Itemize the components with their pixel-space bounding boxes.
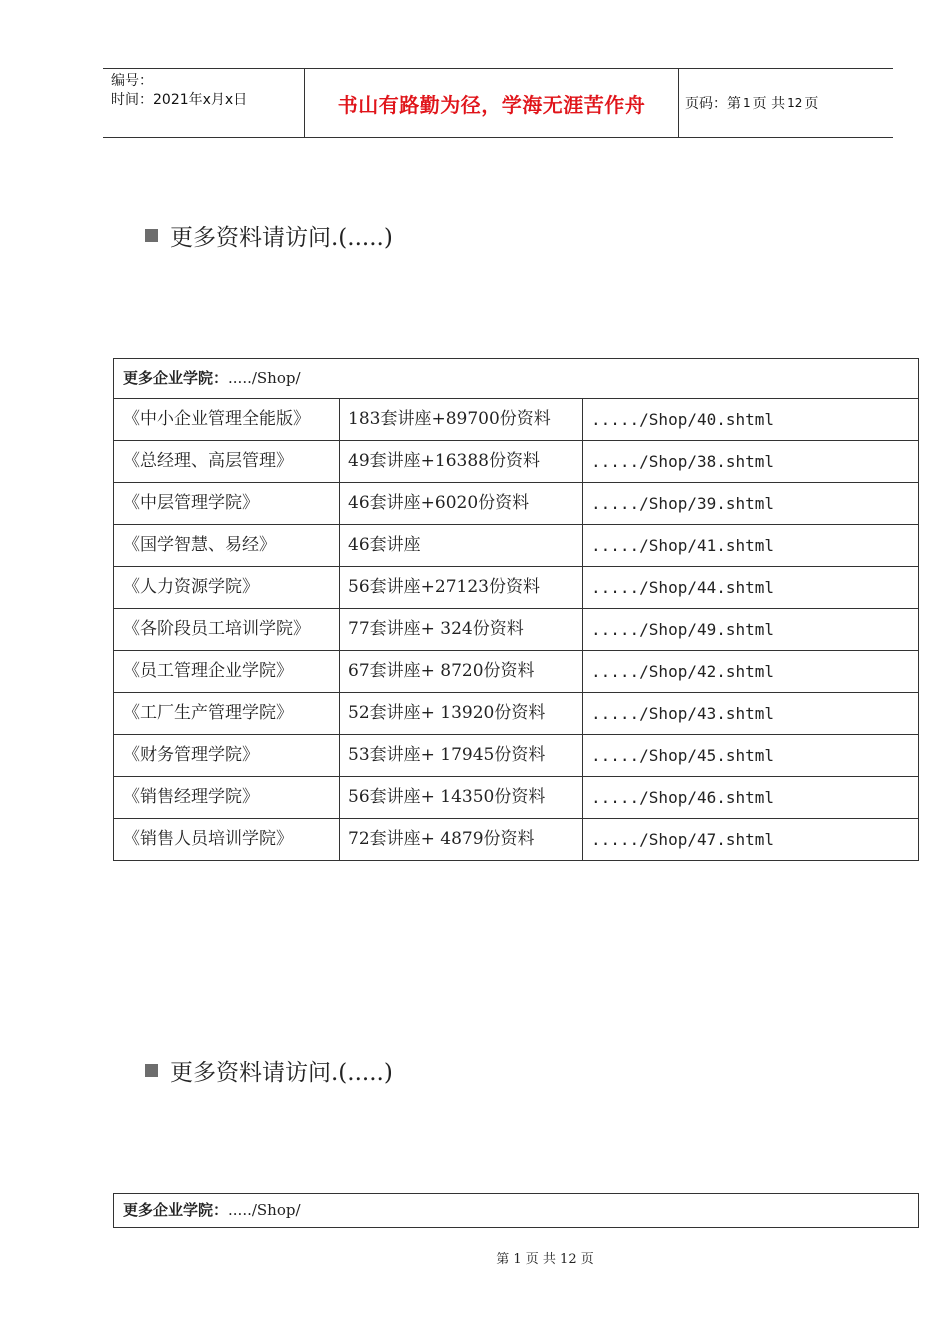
academy-content: 56套讲座+ 14350份资料 [340, 777, 583, 819]
table-title-link[interactable]: ...../Shop/ [228, 369, 301, 387]
date-line: 时间：2021年x月x日 [111, 92, 248, 108]
academy-name: 《销售人员培训学院》 [114, 819, 340, 861]
table-title-link[interactable]: ...../Shop/ [228, 1201, 301, 1219]
academy-url[interactable]: ...../Shop/49.shtml [583, 609, 919, 651]
academy-name: 《各阶段员工培训学院》 [114, 609, 340, 651]
academy-content: 46套讲座+6020份资料 [340, 483, 583, 525]
academy-content: 183套讲座+89700份资料 [340, 399, 583, 441]
academy-content: 77套讲座+ 324份资料 [340, 609, 583, 651]
table-row [114, 399, 919, 441]
square-bullet-icon [145, 1064, 158, 1077]
table-row [114, 567, 919, 609]
bullet-text: 更多资料请访问.(.....) [170, 1060, 393, 1086]
bullet-text: 更多资料请访问.(.....) [170, 225, 393, 251]
table-body [114, 399, 919, 861]
academy-content: 52套讲座+ 13920份资料 [340, 693, 583, 735]
academy-url[interactable]: ...../Shop/38.shtml [583, 441, 919, 483]
academy-content: 53套讲座+ 17945份资料 [340, 735, 583, 777]
header-meta [111, 72, 306, 110]
header-page-indicator [685, 69, 818, 137]
academy-url[interactable]: ...../Shop/40.shtml [583, 399, 919, 441]
academy-name: 《工厂生产管理学院》 [114, 693, 340, 735]
table-row [114, 609, 919, 651]
table-row [114, 777, 919, 819]
table-title-row [114, 359, 919, 399]
table-row [114, 651, 919, 693]
academy-url[interactable]: ...../Shop/43.shtml [583, 693, 919, 735]
academy-url[interactable]: ...../Shop/39.shtml [583, 483, 919, 525]
page-current: 1 [743, 96, 751, 110]
square-bullet-icon [145, 229, 158, 242]
page-suffix: 页 [804, 96, 819, 112]
table-row [114, 693, 919, 735]
table-row [114, 441, 919, 483]
table-title-label: 更多企业学院： [123, 369, 229, 387]
page-mid: 页 共 [752, 96, 786, 112]
academy-content: 49套讲座+16388份资料 [340, 441, 583, 483]
page-prefix: 页码：第 [685, 96, 741, 112]
academy-url[interactable]: ...../Shop/42.shtml [583, 651, 919, 693]
academy-name: 《国学智慧、易经》 [114, 525, 340, 567]
academy-content: 72套讲座+ 4879份资料 [340, 819, 583, 861]
table-row [114, 735, 919, 777]
academy-content: 46套讲座 [340, 525, 583, 567]
table-row [114, 483, 919, 525]
table-row [114, 525, 919, 567]
academy-url[interactable]: ...../Shop/41.shtml [583, 525, 919, 567]
academy-url[interactable]: ...../Shop/47.shtml [583, 819, 919, 861]
academy-url[interactable]: ...../Shop/45.shtml [583, 735, 919, 777]
page-total: 12 [787, 96, 803, 110]
number-label: 编号： [111, 73, 153, 89]
more-info-bullet-1[interactable] [145, 219, 393, 252]
page-footer: 第 1 页 共 12 页 [496, 1252, 594, 1267]
table-title-row [114, 1194, 919, 1228]
table-title-label: 更多企业学院： [123, 1201, 229, 1219]
academy-name: 《财务管理学院》 [114, 735, 340, 777]
more-info-bullet-2[interactable] [145, 1054, 393, 1087]
academy-name: 《员工管理企业学院》 [114, 651, 340, 693]
academy-url[interactable]: ...../Shop/44.shtml [583, 567, 919, 609]
academy-name: 《总经理、高层管理》 [114, 441, 340, 483]
academy-table-2 [113, 1193, 919, 1228]
academy-name: 《中层管理学院》 [114, 483, 340, 525]
academy-table-1 [113, 358, 919, 861]
academy-name: 《销售经理学院》 [114, 777, 340, 819]
academy-url[interactable]: ...../Shop/46.shtml [583, 777, 919, 819]
table-row [114, 819, 919, 861]
academy-content: 56套讲座+27123份资料 [340, 567, 583, 609]
header-motto: 书山有路勤为径，学海无涯苦作舟 [304, 69, 679, 137]
academy-name: 《中小企业管理全能版》 [114, 399, 340, 441]
academy-name: 《人力资源学院》 [114, 567, 340, 609]
page-header [103, 68, 893, 138]
academy-content: 67套讲座+ 8720份资料 [340, 651, 583, 693]
